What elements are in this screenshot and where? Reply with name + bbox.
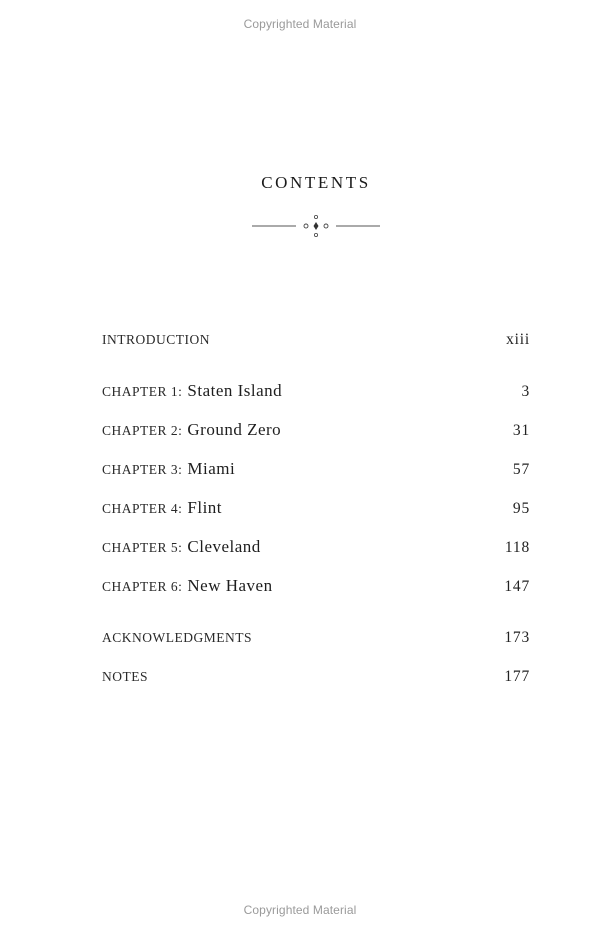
toc-page-number: 31 [512,422,530,439]
copyright-watermark-bottom: Copyrighted Material [243,903,357,917]
toc-chapter-title: New Haven [187,576,273,595]
toc-entry-chapter-6[interactable] [102,576,530,596]
toc-label: CHAPTER 6: [102,579,183,594]
toc-entry-chapter-5[interactable] [102,537,530,557]
toc-label: ACKNOWLEDGMENTS [102,630,252,645]
toc-chapter-title: Cleveland [187,537,261,556]
toc-page-number: 3 [521,383,530,400]
toc-entry-chapter-3[interactable] [102,459,530,479]
toc-label: CHAPTER 5: [102,540,183,555]
toc-entry-chapter-1[interactable] [102,381,530,401]
contents-heading: CONTENTS [261,173,371,192]
toc-page-number: 177 [504,668,530,685]
toc-page-number: 173 [504,629,530,646]
toc-entry-acknowledgments[interactable] [102,629,530,647]
copyright-watermark-top: Copyrighted Material [243,17,357,31]
ornament-divider-icon [250,213,382,237]
toc-label: NOTES [102,669,148,684]
toc-page-number: 118 [504,539,530,556]
toc-page-number: xiii [506,331,530,348]
toc-page-number: 95 [512,500,530,517]
toc-chapter-title: Staten Island [187,381,283,400]
toc-label: CHAPTER 4: [102,501,183,516]
toc-entry-chapter-2[interactable] [102,420,530,440]
toc-label: CHAPTER 2: [102,423,183,438]
toc-label: CHAPTER 1: [102,384,183,399]
toc-chapter-title: Miami [187,459,236,478]
toc-entry-chapter-4[interactable] [102,498,530,518]
toc-entry-notes[interactable] [102,668,530,686]
toc-page-number: 57 [512,461,530,478]
toc-entry-introduction[interactable] [102,331,530,349]
toc-page-number: 147 [504,578,530,595]
toc-label: CHAPTER 3: [102,462,183,477]
toc-chapter-title: Flint [187,498,223,517]
toc-chapter-title: Ground Zero [187,420,282,439]
toc-label: INTRODUCTION [102,332,210,347]
